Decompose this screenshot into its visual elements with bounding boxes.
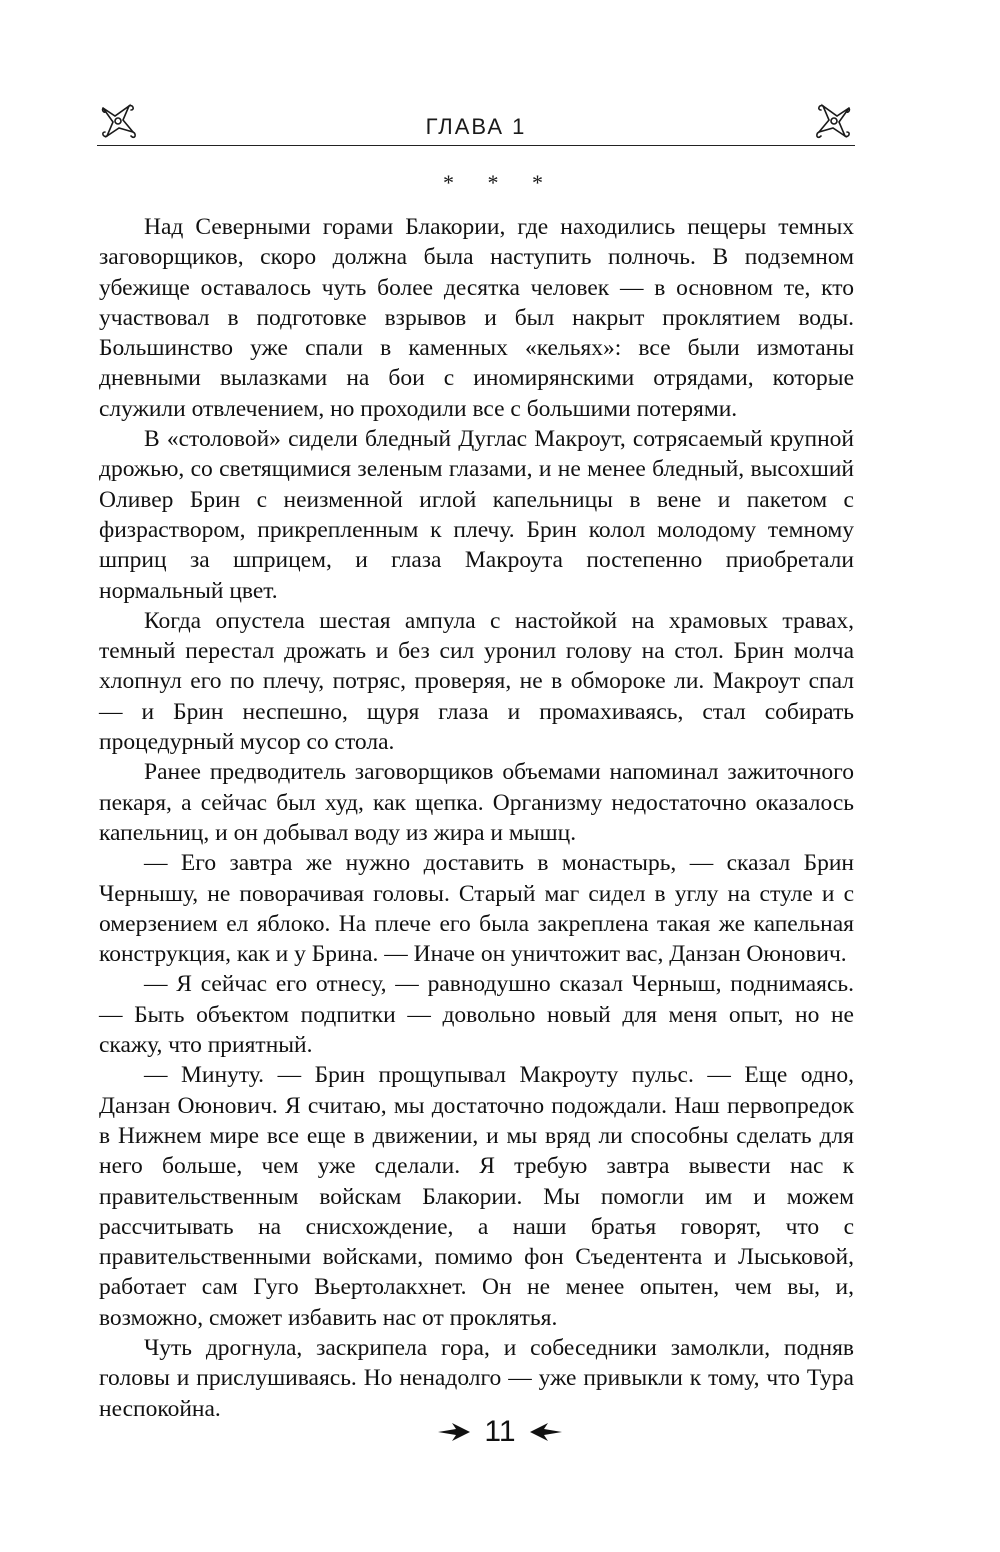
paragraph: — Его завтра же нужно доставить в монастырь, — сказал Брин Чернышу, не поворачивая головы. Старый маг сидел в углу на стуле и с омерзением ел яблоко. На плече его была закреплена такая же капельная конструкция, как и у Брина. — Иначе он уничтожит вас, Данзан Оюнович. (99, 850, 854, 968)
arrow-right-icon (436, 1421, 472, 1443)
page-number: 11 (484, 1415, 516, 1448)
paragraph: — Я сейчас его отнесу, — равнодушно сказал Черныш, поднимаясь. — Быть объектом подпитки — довольно новый для меня опыт, но не скажу, что приятный. (99, 971, 854, 1059)
fleuron-ornament-icon (813, 102, 853, 142)
running-header (97, 100, 855, 148)
header-rule (97, 145, 855, 146)
paragraph: — Минуту. — Брин прощупывал Макроуту пульс. — Еще одно, Данзан Оюнович. Я считаю, мы достаточно подождали. Наш первопредок в Нижнем мире все еще в движении, и мы вряд ли способны сделать для него больше, чем уже сделали. Я требую завтра вывести нас к правительственным войскам Блакории. Мы помогли им и можем рассчитывать на снисхождение, а наши братья говорят, что с правительственными войсками, помимо фон Съедентента и Лыськовой, работает сам Гуго Вьертолакхнет. Он не менее опытен, чем вы, и, возможно, сможет избавить нас от проклятья. (99, 1062, 854, 1331)
arrow-left-icon (528, 1421, 564, 1443)
paragraph: Ранее предводитель заговорщиков объемами напоминал зажиточного пекаря, а сейчас был худ, как щепка. Организму недостаточно оказалось капельниц, и он добывал воду из жира и мышц. (99, 759, 854, 846)
paragraph: В «столовой» сидели бледный Дуглас Макроут, сотрясаемый крупной дрожью, со светящимися зеленым глазами, и не менее бледный, высохший Оливер Брин с неизменной иглой капельницы в вене и пакетом с физраствором, прикрепленным к плечу. Брин колол молодому темному шприц за шприцем, и глаза Макроута постепенно приобретали нормальный цвет. (99, 426, 854, 604)
page-footer (0, 1410, 1000, 1454)
chapter-title: ГЛАВА 1 (425, 114, 527, 139)
paragraph: Чуть дрогнула, заскрипела гора, и собеседники замолкли, подняв головы и прислушиваясь. Но ненадолго — уже привыкли к тому, что Тура неспокойна. (99, 1334, 854, 1422)
section-separator: * * * (443, 170, 557, 195)
body-text (99, 212, 854, 1424)
paragraph: Когда опустела шестая ампула с настойкой на храмовых травах, темный перестал дрожать и без сил уронил голову на стол. Брин молча хлопнул его по плечу, потряс, проверяя, не в обмороке ли. Макроут спал — и Брин неспешно, щуря глаза и промахиваясь, стал собирать процедурный мусор со стола. (99, 607, 854, 756)
paragraph: Над Северными горами Блакории, где находились пещеры темных заговорщиков, скоро должна была наступить полночь. В подземном убежище оставалось чуть более десятка человек — в основном те, кто участвовал в подготовке взрывов и был накрыт проклятием воды. Большинство уже спали в каменных «кельях»: все были измотаны дневными вылазками на бои с иномирянскими отрядами, которые служили отвлечением, но проходили все с большими потерями. (99, 214, 854, 422)
